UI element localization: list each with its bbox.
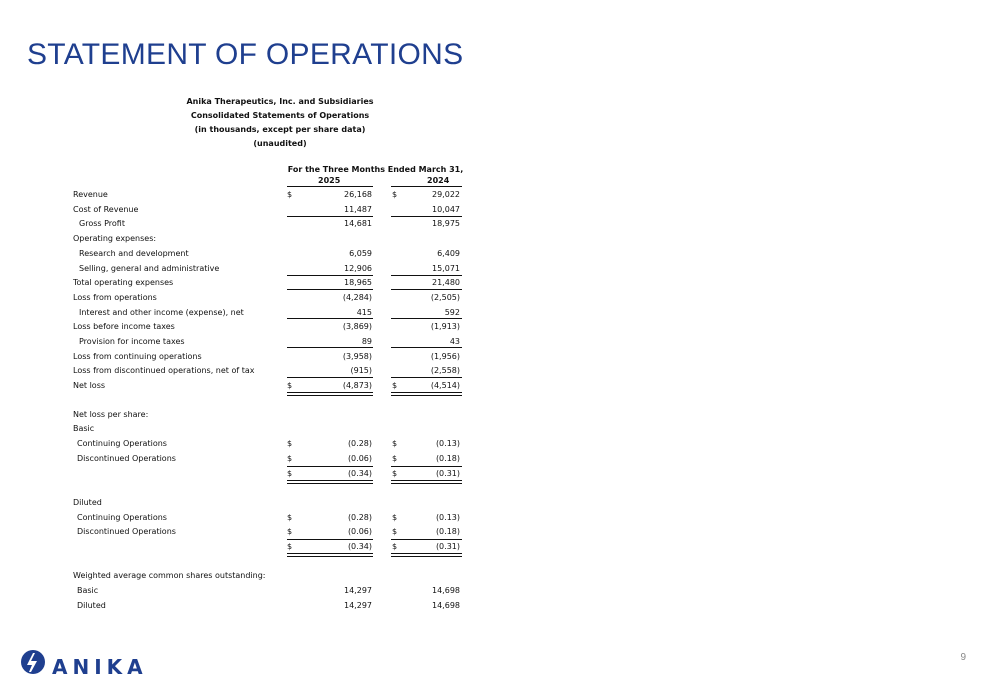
cell-value: (0.18): [435, 454, 460, 463]
cell-value: 14,698: [432, 601, 460, 610]
row-label: Discontinued Operations: [77, 454, 176, 463]
row-label: Provision for income taxes: [79, 337, 185, 346]
audit-note: (unaudited): [253, 139, 307, 148]
row-label: Loss from discontinued operations, net of tax: [73, 366, 255, 375]
cell-value: (0.34): [347, 542, 372, 551]
row-label: Continuing Operations: [77, 439, 167, 448]
cell-value: (4,514): [430, 381, 460, 390]
currency-symbol: $: [287, 190, 293, 199]
table-row: [73, 410, 468, 424]
header-underline-2025: [287, 186, 373, 187]
rule: [287, 466, 373, 467]
row-label: Discontinued Operations: [77, 527, 176, 536]
row-label: Continuing Operations: [77, 513, 167, 522]
rule: [287, 275, 373, 276]
cell-value: 14,698: [432, 586, 460, 595]
double-rule: [391, 392, 462, 396]
cell-value: (2,558): [430, 366, 460, 375]
cell-value: 43: [449, 337, 460, 346]
units-note: (in thousands, except per share data): [194, 125, 366, 134]
table-row: [73, 249, 468, 263]
double-rule: [287, 392, 373, 396]
row-label: Basic: [77, 586, 99, 595]
table-row: [73, 293, 468, 307]
row-label: Diluted: [77, 601, 106, 610]
currency-symbol: $: [392, 439, 398, 448]
rule: [287, 318, 373, 319]
row-label: Loss from operations: [73, 293, 157, 302]
cell-value: 18,965: [344, 278, 372, 287]
cell-value: (0.28): [347, 513, 372, 522]
year-2025-header: 2025: [318, 176, 341, 185]
cell-value: (0.06): [347, 527, 372, 536]
cell-value: (0.34): [347, 469, 372, 478]
table-row: [73, 190, 468, 204]
row-label: Net loss: [73, 381, 106, 390]
cell-value: (0.06): [347, 454, 372, 463]
cell-value: (915): [350, 366, 372, 375]
cell-value: 89: [361, 337, 372, 346]
currency-symbol: $: [392, 542, 398, 551]
table-row: [73, 337, 468, 351]
table-row: [73, 439, 468, 453]
cell-value: 14,297: [344, 586, 372, 595]
cell-value: 15,071: [432, 264, 460, 273]
row-label: Total operating expenses: [73, 278, 174, 287]
row-label: Diluted: [73, 498, 102, 507]
cell-value: (2,505): [430, 293, 460, 302]
row-label: Loss before income taxes: [73, 322, 175, 331]
currency-symbol: $: [287, 454, 293, 463]
header-underline-2024: [391, 186, 462, 187]
cell-value: (0.31): [435, 469, 460, 478]
rule: [391, 539, 462, 540]
cell-value: 415: [356, 308, 372, 317]
rule: [391, 275, 462, 276]
table-row: [73, 498, 468, 512]
row-label: Loss from continuing operations: [73, 352, 202, 361]
page-number: 9: [960, 652, 966, 663]
cell-value: (1,913): [430, 322, 460, 331]
currency-symbol: $: [392, 381, 398, 390]
cell-value: 592: [444, 308, 460, 317]
cell-value: 10,047: [432, 205, 460, 214]
rule: [391, 318, 462, 319]
row-label: Selling, general and administrative: [79, 264, 220, 273]
table-row: [73, 424, 468, 438]
rule: [287, 289, 373, 290]
row-label: Gross Profit: [79, 219, 125, 228]
currency-symbol: $: [392, 513, 398, 522]
cell-value: (0.13): [435, 439, 460, 448]
row-label: Operating expenses:: [73, 234, 157, 243]
cell-value: 21,480: [432, 278, 460, 287]
currency-symbol: $: [287, 439, 293, 448]
table-row: [73, 513, 468, 527]
rule: [287, 347, 373, 348]
currency-symbol: $: [392, 469, 398, 478]
currency-symbol: $: [392, 527, 398, 536]
cell-value: (3,869): [342, 322, 372, 331]
cell-value: 14,681: [344, 219, 372, 228]
cell-value: (3,958): [342, 352, 372, 361]
cell-value: (0.18): [435, 527, 460, 536]
row-label: Research and development: [79, 249, 189, 258]
rule: [287, 377, 373, 378]
row-label: Cost of Revenue: [73, 205, 139, 214]
row-label: Net loss per share:: [73, 410, 149, 419]
cell-value: (4,873): [342, 381, 372, 390]
cell-value: 14,297: [344, 601, 372, 610]
currency-symbol: $: [287, 469, 293, 478]
table-row: [73, 586, 468, 600]
slide-title: STATEMENT OF OPERATIONS: [27, 38, 464, 71]
rule: [287, 539, 373, 540]
table-row: [73, 322, 468, 336]
currency-symbol: $: [287, 381, 293, 390]
double-rule: [391, 553, 462, 557]
cell-value: (0.31): [435, 542, 460, 551]
cell-value: 11,487: [344, 205, 372, 214]
currency-symbol: $: [287, 542, 293, 551]
currency-symbol: $: [392, 190, 398, 199]
logo-wordmark: ANIKA: [52, 655, 148, 679]
row-label: Interest and other income (expense), net: [79, 308, 244, 317]
table-row: [73, 308, 468, 322]
double-rule: [287, 553, 373, 557]
currency-symbol: $: [392, 454, 398, 463]
row-label: Weighted average common shares outstanding:: [73, 571, 266, 580]
rule: [391, 289, 462, 290]
rule: [287, 216, 373, 217]
row-label: Revenue: [73, 190, 108, 199]
rule: [391, 377, 462, 378]
rule: [391, 466, 462, 467]
currency-symbol: $: [287, 513, 293, 522]
cell-value: 6,409: [437, 249, 460, 258]
period-header: For the Three Months Ended March 31,: [287, 165, 464, 174]
currency-symbol: $: [287, 527, 293, 536]
table-row: [73, 234, 468, 248]
double-rule: [391, 480, 462, 484]
table-row: [73, 219, 468, 233]
cell-value: 12,906: [344, 264, 372, 273]
company-name: Anika Therapeutics, Inc. and Subsidiaries: [186, 97, 374, 106]
year-2024-header: 2024: [427, 176, 450, 185]
cell-value: 18,975: [432, 219, 460, 228]
cell-value: 6,059: [349, 249, 372, 258]
statement-title: Consolidated Statements of Operations: [190, 111, 370, 120]
table-row: [73, 352, 468, 366]
cell-value: 26,168: [344, 190, 372, 199]
row-label: Basic: [73, 424, 95, 433]
cell-value: (0.28): [347, 439, 372, 448]
cell-value: (1,956): [430, 352, 460, 361]
table-row: [73, 601, 468, 615]
rule: [391, 347, 462, 348]
double-rule: [287, 480, 373, 484]
table-row: [73, 571, 468, 585]
rule: [391, 216, 462, 217]
cell-value: (0.13): [435, 513, 460, 522]
cell-value: 29,022: [432, 190, 460, 199]
cell-value: (4,284): [342, 293, 372, 302]
